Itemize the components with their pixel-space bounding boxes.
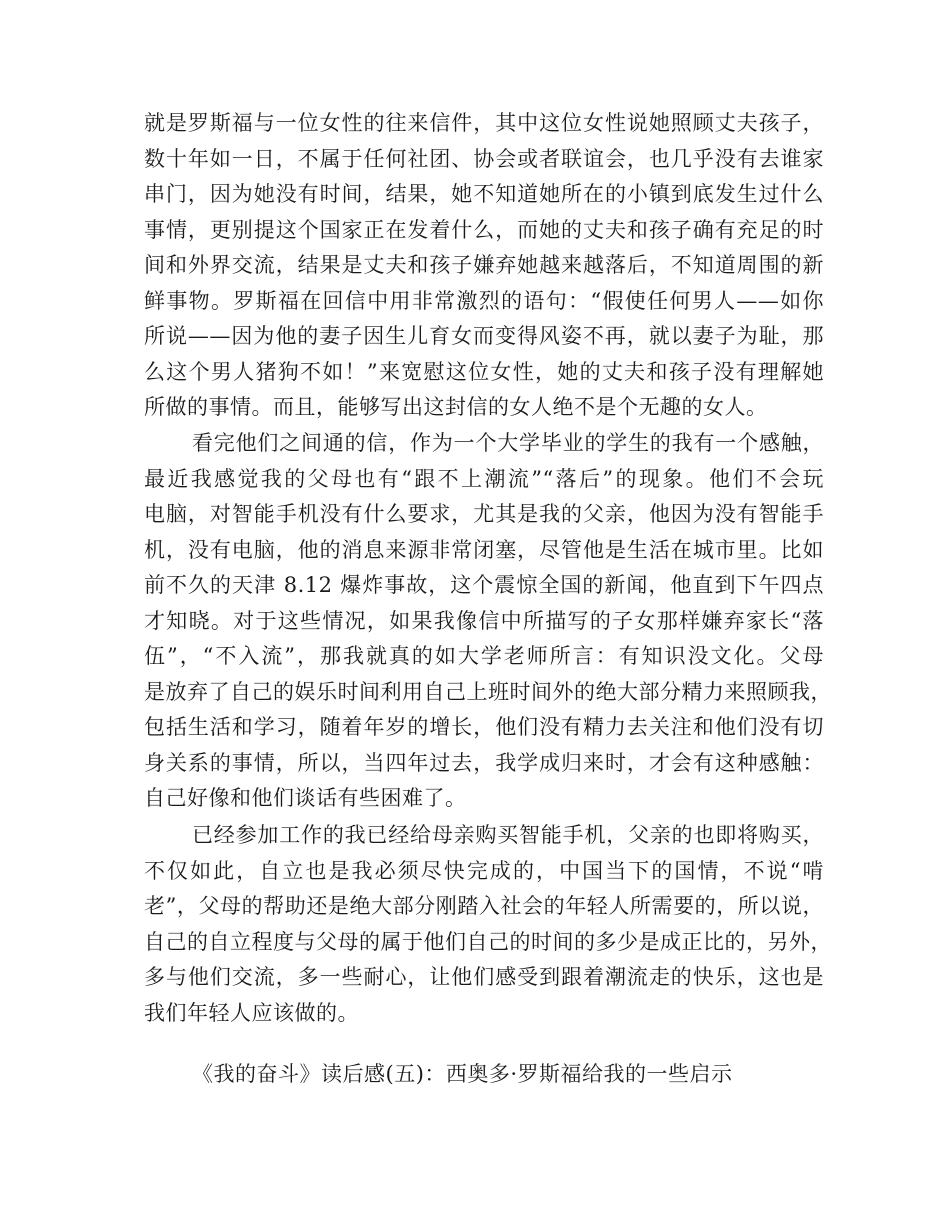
paragraph-line: 看完他们之间通的信，作为一个大学毕业的学生的我有一个感触， — [192, 431, 824, 455]
paragraph-line: 才知晓。对于这些情况，如果我像信中所描写的子女那样嫌弃家长“落 — [144, 608, 824, 633]
paragraph-2 — [144, 426, 832, 817]
paragraph-line: 机，没有电脑，他的消息来源非常闭塞，尽管他是生活在城市里。比如 — [144, 537, 824, 562]
paragraph-line: 串门，因为她没有时间，结果，她不知道她所在的小镇到底发生过什么 — [144, 182, 824, 206]
paragraph-line: 就是罗斯福与一位女性的往来信件，其中这位女性说她照顾丈夫孩子， — [144, 111, 824, 135]
paragraph-line: 包括生活和学习，随着年岁的增长，他们没有精力去关注和他们没有切 — [144, 715, 824, 739]
paragraph-line: 我们年轻人应该做的。 — [144, 1000, 359, 1025]
paragraph-line: 自己好像和他们谈话有些困难了。 — [144, 786, 467, 810]
paragraph-3 — [144, 818, 832, 1031]
paragraph-line: 伍”，“不入流”，那我就真的如大学老师所言：有知识没文化。父母 — [144, 644, 824, 668]
paragraph-line: 自己的自立程度与父母的属于他们自己的时间的多少是成正比的，另外， — [144, 929, 832, 954]
paragraph-line: 所做的事情。而且，能够写出这封信的女人绝不是个无趣的女人。 — [144, 395, 768, 419]
paragraph-line: 电脑，对智能手机没有什么要求，尤其是我的父亲，他因为没有智能手 — [144, 502, 824, 526]
paragraph-line: 间和外界交流，结果是丈夫和孩子嫌弃她越来越落后，不知道周围的新 — [144, 253, 824, 277]
paragraph-line: 数十年如一日，不属于任何社团、协会或者联谊会，也几乎没有去谁家 — [144, 146, 824, 171]
paragraph-line: 事情，更别提这个国家正在发着什么，而她的丈夫和孩子确有充足的时 — [144, 217, 824, 242]
paragraph-line: 所说——因为他的妻子因生儿育女而变得风姿不再，就以妻子为耻，那 — [144, 324, 824, 348]
paragraph-line: 老”，父母的帮助还是绝大部分刚踏入社会的年轻人所需要的，所以说， — [144, 894, 824, 918]
section-title: 《我的奋斗》读后感(五)：西奥多·罗斯福给我的一些启示 — [192, 1062, 733, 1086]
paragraph-line: 不仅如此，自立也是我必须尽快完成的，中国当下的国情，不说“啃 — [144, 858, 824, 883]
paragraph-line: 是放弃了自己的娱乐时间利用自己上班时间外的绝大部分精力来照顾我， — [144, 679, 832, 704]
paragraph-line: 前不久的天津 8.12 爆炸事故，这个震惊全国的新闻，他直到下午四点 — [144, 573, 824, 597]
paragraph-line: 么这个男人猪狗不如！”来宽慰这位女性，她的丈夫和孩子没有理解她 — [144, 359, 824, 384]
paragraph-line: 最近我感觉我的父母也有“跟不上潮流”“落后”的现象。他们不会玩 — [144, 466, 824, 491]
paragraph-line: 身关系的事情，所以，当四年过去，我学成归来时，才会有这种感触： — [144, 750, 824, 775]
paragraph-line: 鲜事物。罗斯福在回信中用非常激烈的语句：“假使任何男人——如你 — [144, 288, 824, 313]
paragraph-line: 已经参加工作的我已经给母亲购买智能手机，父亲的也即将购买， — [192, 823, 824, 847]
paragraph-1 — [144, 106, 824, 426]
paragraph-line: 多与他们交流，多一些耐心，让他们感受到跟着潮流走的快乐，这也是 — [144, 965, 824, 989]
